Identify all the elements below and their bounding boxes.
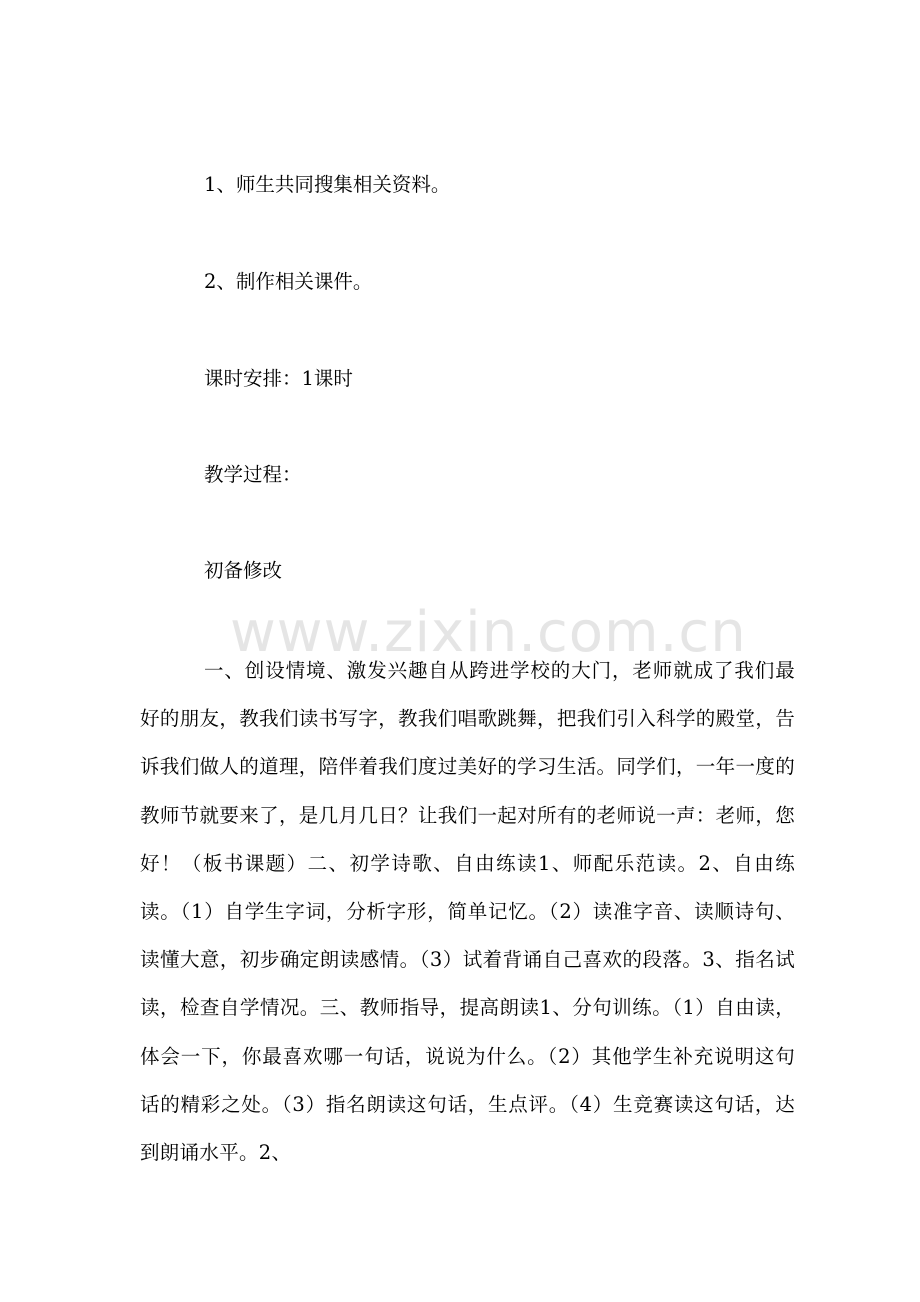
- paragraph-process-heading: 教学过程：: [204, 463, 302, 486]
- paragraph-revision-note: 初备修改: [204, 559, 283, 582]
- paragraph-schedule: 课时安排：1课时: [204, 367, 353, 390]
- body-paragraph: 一、创设情境、激发兴趣自从跨进学校的大门，老师就成了我们最好的朋友，教我们读书写字，教我们唱歌跳舞，把我们引入科学的殿堂，告诉我们做人的道理，陪伴着我们度过美好的学习生活。同学们，一年一度的教师节就要来了，是几月几日？让我们一起对所有的老师说一声：老师，您好！（板书课题）二、初学诗歌、自由练读1、师配乐范读。2、自由练读。（1）自学生字词，分析字形，简单记忆。（2）读准字音、读顺诗句、读懂大意，初步确定朗读感情。（3）试着背诵自己喜欢的段落。3、指名试读，检查自学情况。三、教师指导，提高朗读1、分句训练。（1）自由读，体会一下，你最喜欢哪一句话，说说为什么。（2）其他学生补充说明这句话的精彩之处。（3）指名朗读这句话，生点评。（4）生竞赛读这句话，达到朗诵水平。2、: [140, 659, 795, 1165]
- paragraph-materials: 1、师生共同搜集相关资料。: [204, 173, 451, 196]
- watermark: www.zixin.com.cn: [230, 600, 747, 665]
- paragraph-courseware: 2、制作相关课件。: [204, 270, 373, 293]
